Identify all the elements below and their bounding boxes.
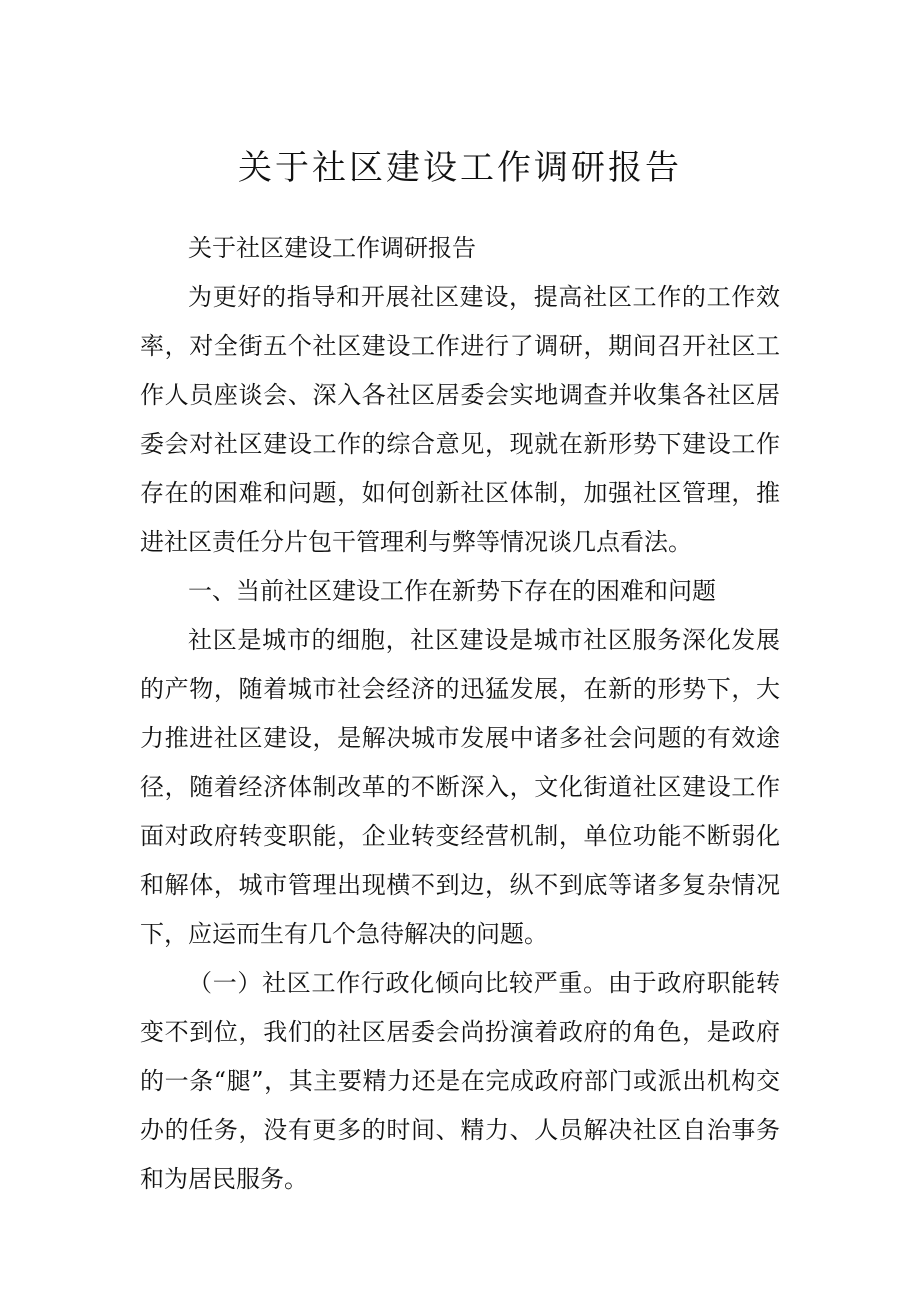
document-body: [140, 224, 780, 1204]
paragraph-intro: 为更好的指导和开展社区建设，提高社区工作的工作效率，对全街五个社区建设工作进行了调研，期间召开社区工作人员座谈会、深入各社区居委会实地调查并收集各社区居委会对社区建设工作的综合意见，现就在新形势下建设工作存在的困难和问题，如何创新社区体制，加强社区管理，推进社区责任分片包干管理利与弊等情况谈几点看法。: [140, 283, 780, 556]
paragraph-community-cell: 社区是城市的细胞，社区建设是城市社区服务深化发展的产物，随着城市社会经济的迅猛发展，在新的形势下，大力推进社区建设，是解决城市发展中诸多社会问题的有效途径，随着经济体制改革的不断深入，文化街道社区建设工作面对政府转变职能，企业转变经营机制，单位功能不断弱化和解体，城市管理出现横不到边，纵不到底等诸多复杂情况下，应运而生有几个急待解决的问题。: [140, 626, 780, 948]
section-heading-1: 一、当前社区建设工作在新势下存在的困难和问题: [188, 577, 716, 605]
paragraph-subtitle: 关于社区建设工作调研报告: [188, 234, 476, 262]
document-title: 关于社区建设工作调研报告: [238, 148, 682, 188]
paragraph-administrative-tendency: （一）社区工作行政化倾向比较严重。由于政府职能转变不到位，我们的社区居委会尚扮演着政府的角色，是政府的一条“腿”，其主要精力还是在完成政府部门或派出机构交办的任务，没有更多的时间、精力、人员解决社区自治事务和为居民服务。: [140, 969, 780, 1193]
